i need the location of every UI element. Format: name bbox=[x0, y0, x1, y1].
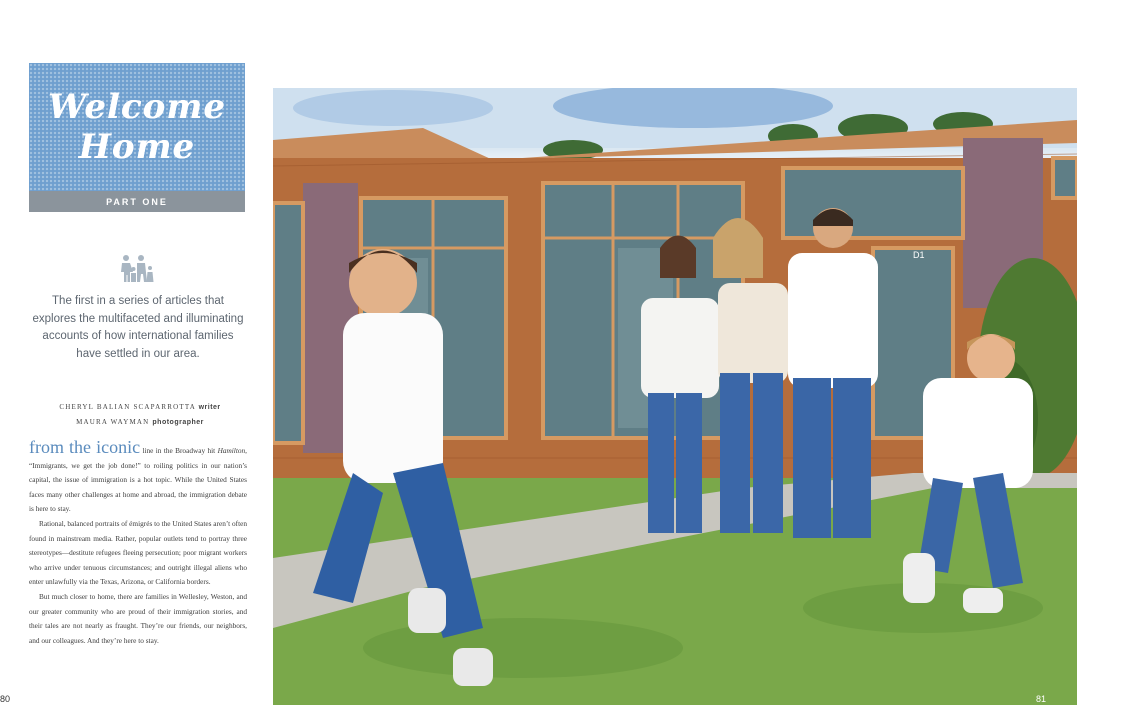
welcome-home-banner bbox=[29, 63, 245, 191]
banner-title-line-2: Home bbox=[78, 127, 196, 167]
banner-title-line-1: Welcome bbox=[48, 87, 226, 127]
door-sign: D1 bbox=[913, 250, 925, 260]
photographer-credit bbox=[40, 415, 240, 430]
writer-credit bbox=[40, 400, 240, 415]
paragraph-2: Rational, balanced portraits of émigrés to the United States aren’t often found in mainstream media. Rather, popular outlets tend to portray three stereotypes—destitute refugees fleeing persecution; poor migrant workers who arrive under tenuous circumstances; and outright illegal aliens who enter unlawfully via the Texas, Arizona, or California borders. bbox=[29, 518, 247, 587]
page-number-right: 81 bbox=[1036, 694, 1047, 704]
hamilton-title: Hamilton bbox=[217, 446, 246, 455]
family-photo bbox=[273, 88, 1077, 705]
photographer-role: photographer bbox=[152, 419, 204, 426]
writer-role: writer bbox=[198, 404, 221, 411]
family-icon bbox=[111, 252, 163, 284]
paragraph-1-text-a: line in the Broadway hit bbox=[140, 446, 218, 455]
paragraph-3: But much closer to home, there are families in Wellesley, Weston, and our greater community who are proud of their immigration stories, and their tales are not nearly as fraught. They’re our friends, our neighbors, and our colleagues. And they’re here to stay. bbox=[29, 591, 247, 645]
part-label: PART ONE bbox=[29, 191, 245, 212]
page-number-left: 80 bbox=[0, 694, 11, 704]
photo-illustration bbox=[273, 88, 1077, 705]
intro-text: The first in a series of articles that explores the multifaceted and illuminating accounts of how international families have settled in our area. bbox=[32, 295, 244, 360]
writer-name: CHERYL BALIAN SCAPARROTTA bbox=[59, 403, 196, 411]
photographer-name: MAURA WAYMAN bbox=[76, 418, 150, 426]
article-body bbox=[29, 437, 247, 648]
lead-in: from the iconic bbox=[29, 437, 141, 457]
paragraph-1 bbox=[29, 437, 247, 517]
credits bbox=[40, 400, 240, 430]
paragraph-1-text-b: , “Immigrants, we get the job done!” to roiling politics in our nation’s capital, the issue of immigration is a hot topic. While the United States faces many other challenges at home and abroad, the immigration debate is here to stay. bbox=[29, 446, 247, 514]
